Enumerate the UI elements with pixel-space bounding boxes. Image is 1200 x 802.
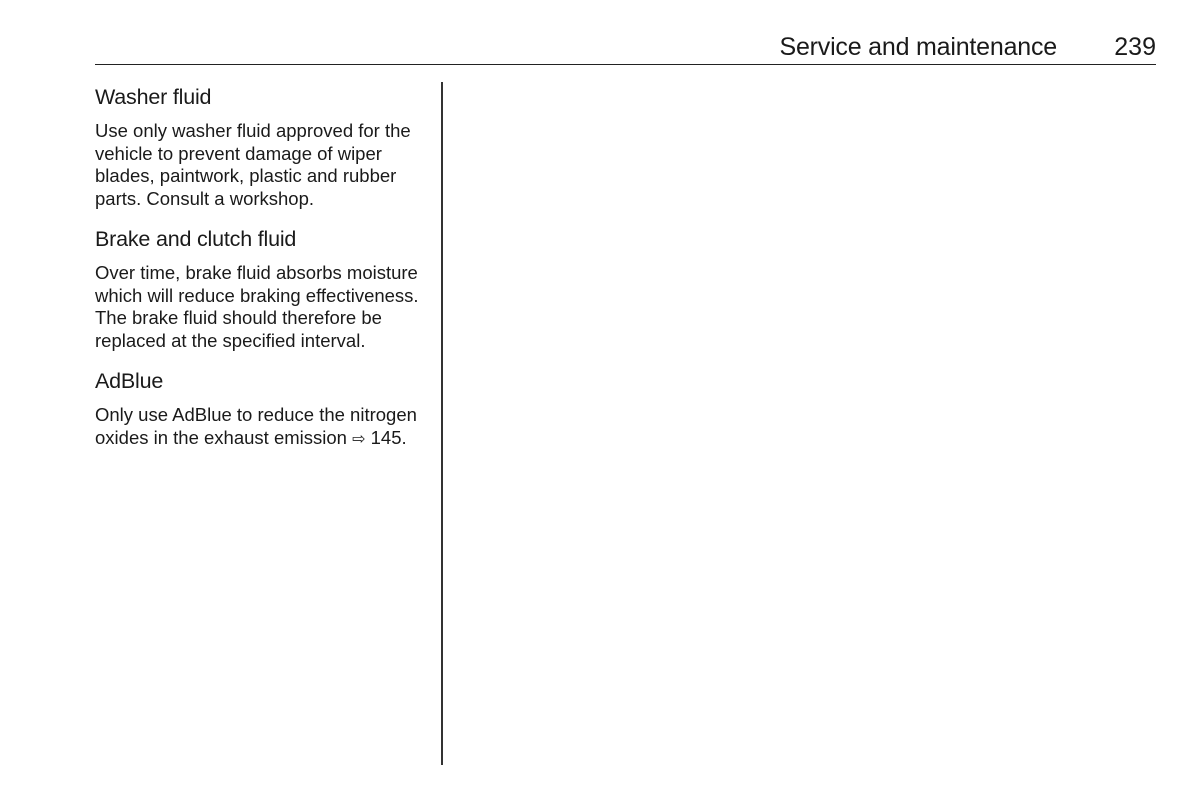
section-washer-fluid [95, 84, 430, 210]
left-column [95, 84, 430, 467]
section-body-with-reference [95, 404, 430, 451]
section-heading: Brake and clutch fluid [95, 227, 297, 251]
section-body: Use only washer fluid approved for the vehicle to prevent damage of wiper blades, paintwork, plastic and rubber parts. Consult a workshop. [95, 120, 411, 209]
header-title: Service and maintenance [779, 33, 1057, 61]
column-divider [441, 82, 443, 765]
section-body-text: Only use AdBlue to reduce the nitrogen oxides in the exhaust emission [95, 404, 417, 448]
page-reference-link[interactable]: 145. [370, 426, 407, 448]
section-heading: Washer fluid [95, 85, 212, 109]
arrow-reference-icon: ⇨ [352, 430, 366, 448]
section-body: Over time, brake fluid absorbs moisture which will reduce braking effectiveness. The brake fluid should therefore be replaced at the specified interval. [95, 262, 419, 351]
page-number: 239 [1114, 33, 1156, 61]
section-adblue [95, 368, 430, 451]
section-heading: AdBlue [95, 369, 164, 393]
section-brake-clutch-fluid [95, 226, 430, 352]
page-header [95, 28, 1156, 65]
